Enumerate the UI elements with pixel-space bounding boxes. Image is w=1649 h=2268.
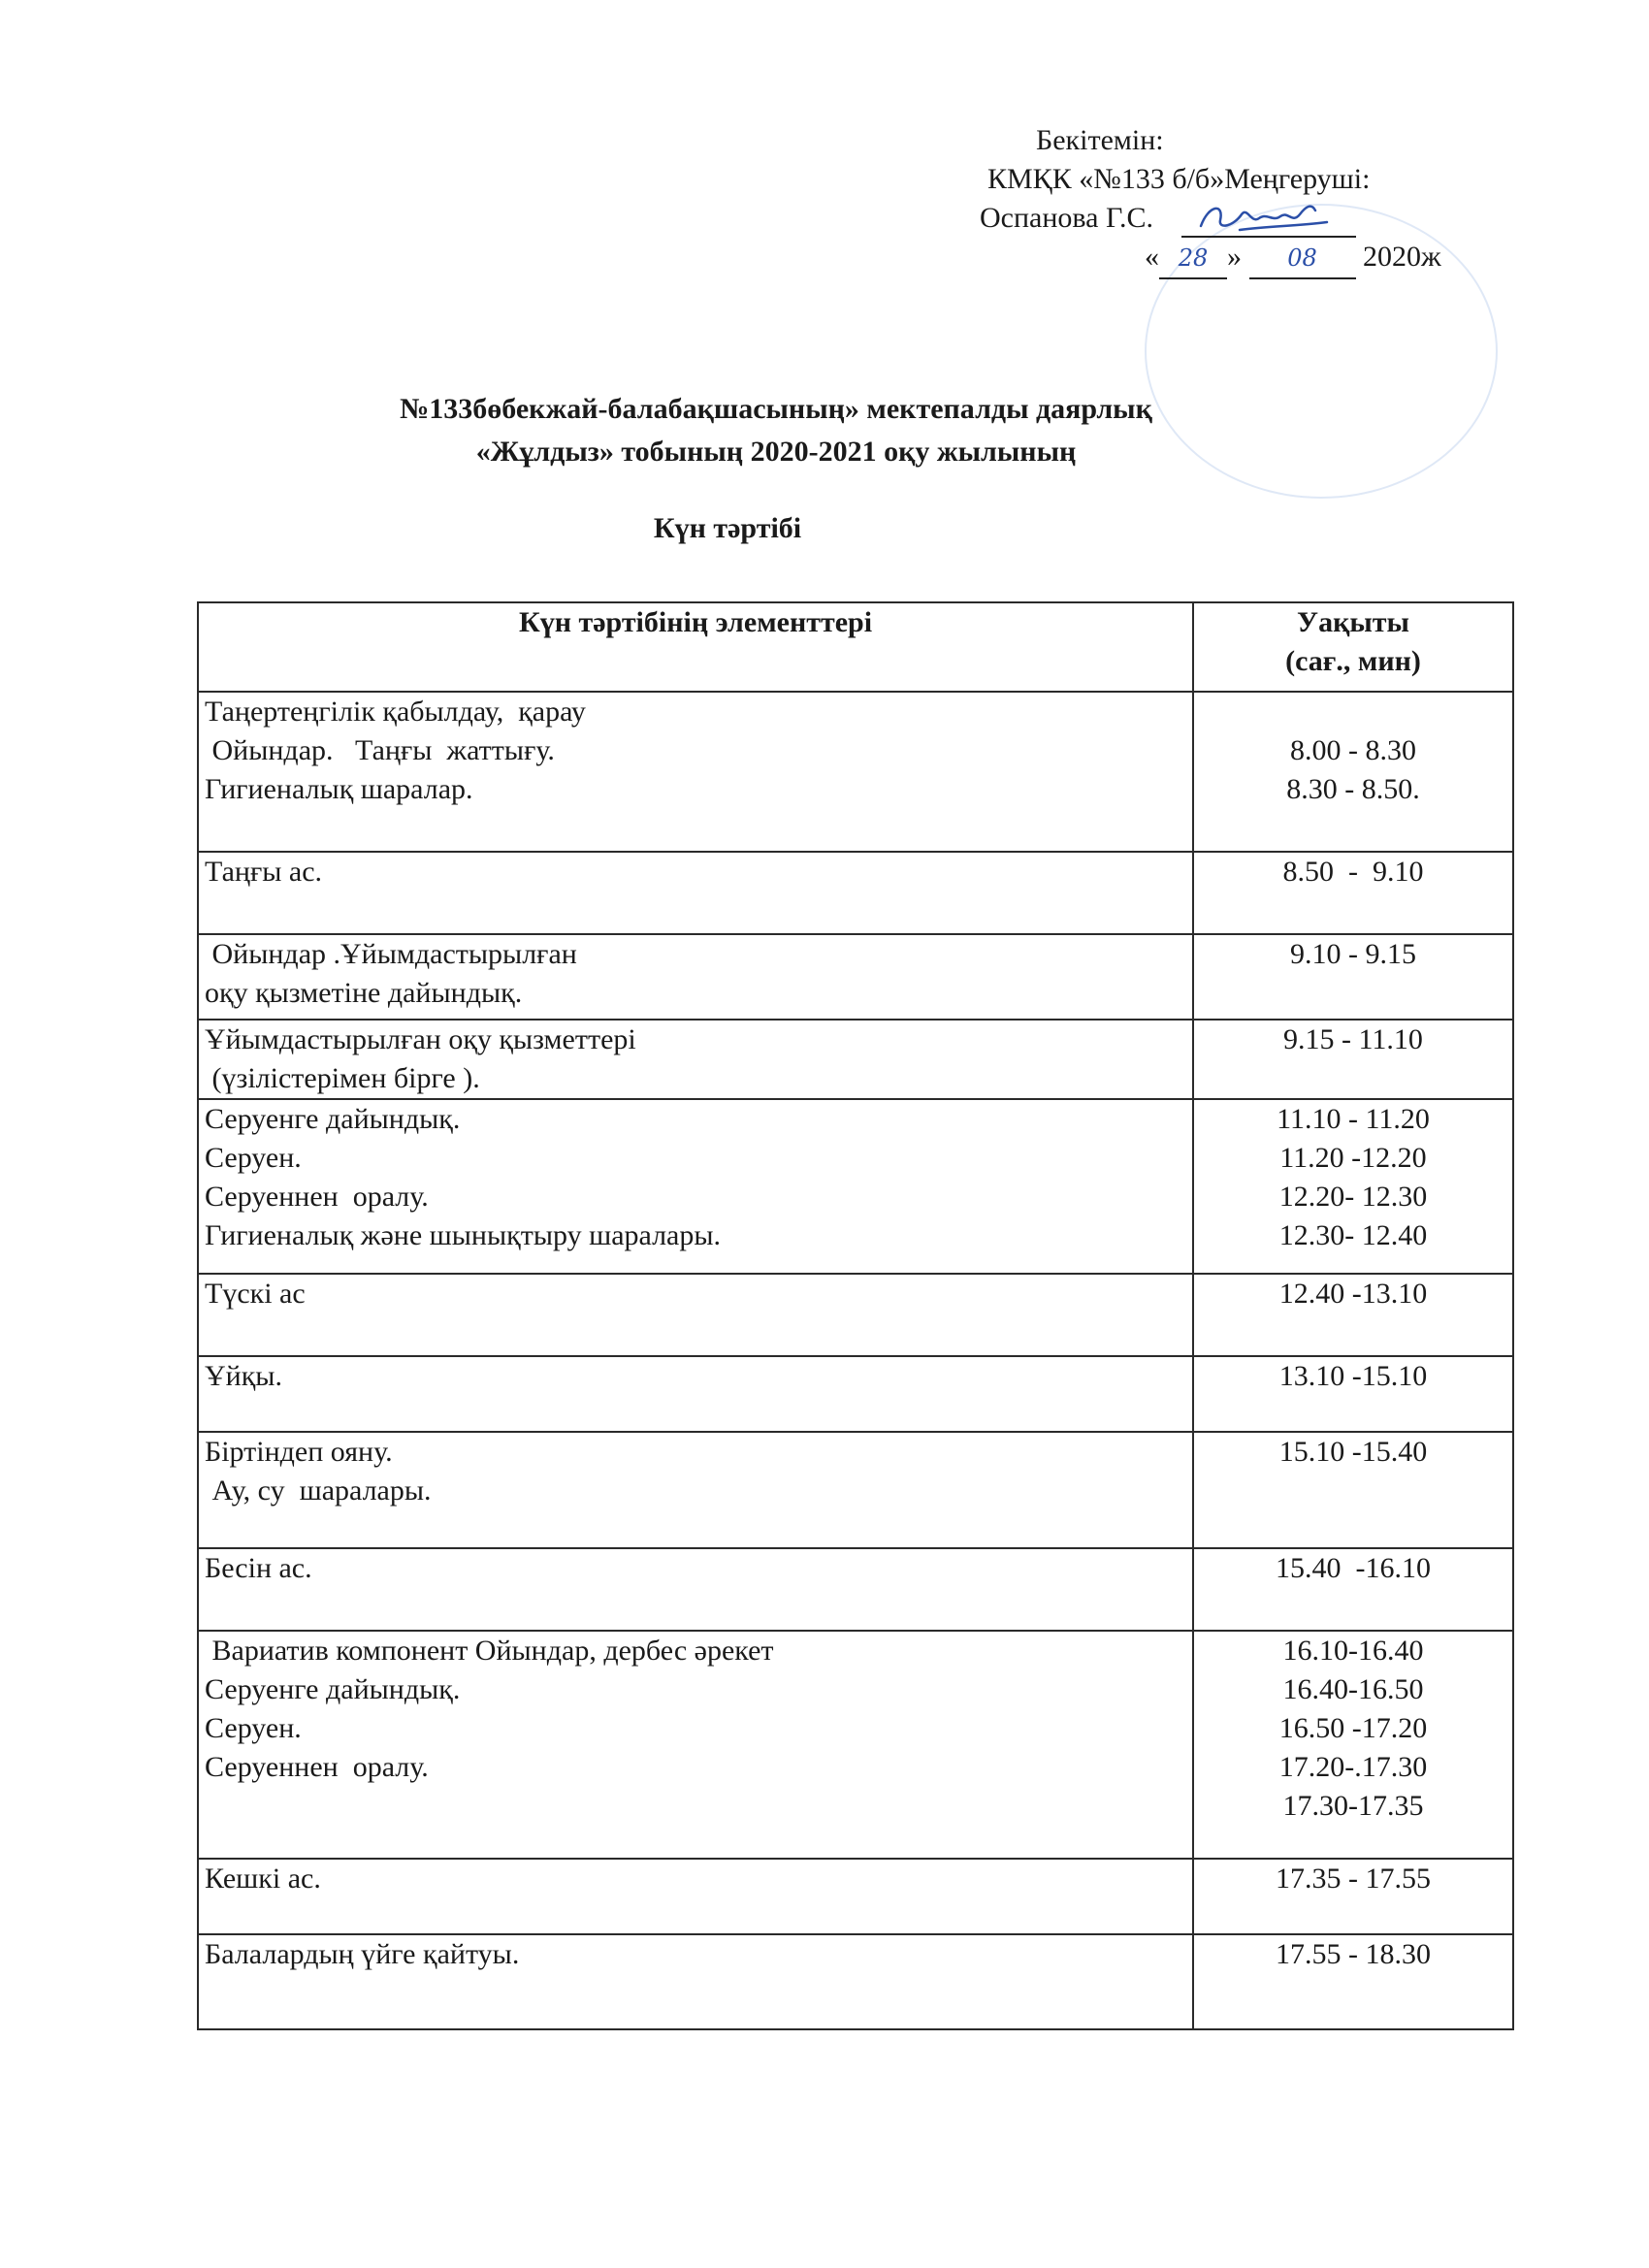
table-row xyxy=(198,1934,1513,2029)
activity-line: Гигиеналық шаралар. xyxy=(205,773,473,805)
time-line: 15.40 -16.10 xyxy=(1276,1552,1431,1584)
table-row xyxy=(198,934,1513,1020)
time-cell xyxy=(1193,1934,1513,2029)
date-open-quote: « xyxy=(1145,241,1159,273)
activity-cell xyxy=(198,1934,1193,2029)
time-line: 17.20-.17.30 xyxy=(1278,1751,1428,1783)
activity-line: Балалардың үйге қайтуы. xyxy=(205,1938,520,1970)
table-row xyxy=(198,852,1513,934)
activity-line: Ойындар .Ұйымдастырылған xyxy=(205,938,577,970)
schedule-body xyxy=(198,692,1513,2029)
header-time xyxy=(1193,602,1513,692)
time-line: 16.10-16.40 xyxy=(1282,1635,1424,1667)
approval-date xyxy=(980,238,1523,279)
activity-line: Біртіндеп ояну. xyxy=(205,1436,393,1468)
table-row xyxy=(198,1432,1513,1548)
time-cell xyxy=(1193,1631,1513,1859)
signature-image xyxy=(1191,197,1346,236)
activity-cell xyxy=(198,1356,1193,1432)
activity-cell xyxy=(198,692,1193,852)
header-time-line-1: Уақыты xyxy=(1297,606,1409,638)
signature-line xyxy=(1181,203,1356,238)
activity-cell xyxy=(198,852,1193,934)
activity-line: Серуен. xyxy=(205,1142,302,1174)
table-row xyxy=(198,1099,1513,1274)
time-cell xyxy=(1193,692,1513,852)
table-row xyxy=(198,1548,1513,1631)
time-line: 9.10 - 9.15 xyxy=(1290,938,1416,970)
date-year: 2020ж xyxy=(1363,241,1441,273)
table-row xyxy=(198,1274,1513,1356)
schedule-table xyxy=(197,601,1514,2030)
activity-line: Гигиеналық және шынықтыру шаралары. xyxy=(205,1219,722,1251)
time-cell xyxy=(1193,1274,1513,1356)
activity-line: Серуенге дайындық. xyxy=(205,1103,461,1135)
time-line: 16.50 -17.20 xyxy=(1278,1712,1428,1744)
date-day-field xyxy=(1159,238,1227,279)
time-cell xyxy=(1193,852,1513,934)
header-activity: Күн тәртібінің элементтері xyxy=(198,602,1193,692)
activity-line: Вариатив компонент Ойындар, дербес әрекет xyxy=(205,1635,774,1667)
date-close-quote: » xyxy=(1227,241,1242,273)
activity-cell xyxy=(198,934,1193,1020)
time-line xyxy=(1200,693,1506,731)
title-line-1: №133бөбекжай-балабақшасының» мектепалды даярлық xyxy=(400,393,1152,425)
head-name: Оспанова Г.С. xyxy=(980,202,1153,234)
title-line-2: «Жұлдыз» тобының 2020-2021 оқу жылының xyxy=(475,436,1077,468)
activity-line: Түскі ас xyxy=(205,1278,306,1310)
table-row xyxy=(198,1859,1513,1934)
time-line: 11.10 - 11.20 xyxy=(1277,1103,1430,1135)
activity-cell xyxy=(198,1099,1193,1274)
time-line: 13.10 -15.10 xyxy=(1278,1360,1428,1392)
time-line: 8.50 - 9.10 xyxy=(1282,856,1424,888)
activity-cell xyxy=(198,1548,1193,1631)
date-month-field xyxy=(1249,238,1356,279)
time-line: 8.30 - 8.50. xyxy=(1286,773,1420,805)
table-row xyxy=(198,1356,1513,1432)
activity-line: Ау, су шаралары. xyxy=(205,1474,432,1507)
activity-line: Серуенге дайындық. xyxy=(205,1673,461,1705)
document-title xyxy=(0,388,1649,473)
activity-line: Серуеннен оралу. xyxy=(205,1181,429,1213)
time-cell xyxy=(1193,1099,1513,1274)
time-line: 11.20 -12.20 xyxy=(1279,1142,1427,1174)
table-row xyxy=(198,692,1513,852)
activity-line: Ұйымдастырылған оқу қызметтері xyxy=(205,1023,636,1055)
approval-organization: КМҚК «№133 б/б»Меңгеруші: xyxy=(987,163,1371,195)
table-row xyxy=(198,1020,1513,1099)
time-line: 17.30-17.35 xyxy=(1282,1790,1424,1822)
time-line: 12.40 -13.10 xyxy=(1278,1278,1428,1310)
activity-line: Серуен. xyxy=(205,1712,302,1744)
document-subtitle: Күн тәртібі xyxy=(653,512,802,544)
activity-line: Таңғы ас. xyxy=(205,856,323,888)
approval-block xyxy=(980,121,1523,279)
time-line: 12.30- 12.40 xyxy=(1278,1219,1428,1251)
activity-line: Серуеннен оралу. xyxy=(205,1751,429,1783)
date-month: 08 xyxy=(1287,244,1317,272)
activity-line: Ұйқы. xyxy=(205,1360,282,1392)
date-day: 28 xyxy=(1178,244,1209,272)
activity-cell xyxy=(198,1432,1193,1548)
activity-line: оқу қызметіне дайындық. xyxy=(205,977,523,1009)
time-line: 8.00 - 8.30 xyxy=(1290,734,1416,766)
time-cell xyxy=(1193,1020,1513,1099)
activity-line: Ойындар. Таңғы жаттығу. xyxy=(205,734,555,766)
time-cell xyxy=(1193,1356,1513,1432)
table-header-row xyxy=(198,602,1513,692)
activity-line: Таңертеңгілік қабылдау, қарау xyxy=(205,696,586,728)
time-cell xyxy=(1193,1548,1513,1631)
activity-cell xyxy=(198,1631,1193,1859)
time-cell xyxy=(1193,1432,1513,1548)
time-line: 15.10 -15.40 xyxy=(1278,1436,1428,1468)
activity-line: (үзілістерімен бірге ). xyxy=(205,1062,480,1094)
activity-cell xyxy=(198,1020,1193,1099)
activity-line: Бесін ас. xyxy=(205,1552,312,1584)
time-line: 17.35 - 17.55 xyxy=(1276,1863,1431,1895)
time-line: 16.40-16.50 xyxy=(1282,1673,1424,1705)
activity-line: Кешкі ас. xyxy=(205,1863,321,1895)
time-line: 17.55 - 18.30 xyxy=(1276,1938,1431,1970)
time-cell xyxy=(1193,934,1513,1020)
time-cell xyxy=(1193,1859,1513,1934)
activity-cell xyxy=(198,1859,1193,1934)
time-line: 12.20- 12.30 xyxy=(1278,1181,1428,1213)
time-line: 9.15 - 11.10 xyxy=(1283,1023,1423,1055)
approval-title: Бекітемін: xyxy=(1036,124,1164,156)
header-time-line-2: (сағ., мин) xyxy=(1285,645,1421,677)
activity-cell xyxy=(198,1274,1193,1356)
table-row xyxy=(198,1631,1513,1859)
approval-head xyxy=(980,199,1523,238)
